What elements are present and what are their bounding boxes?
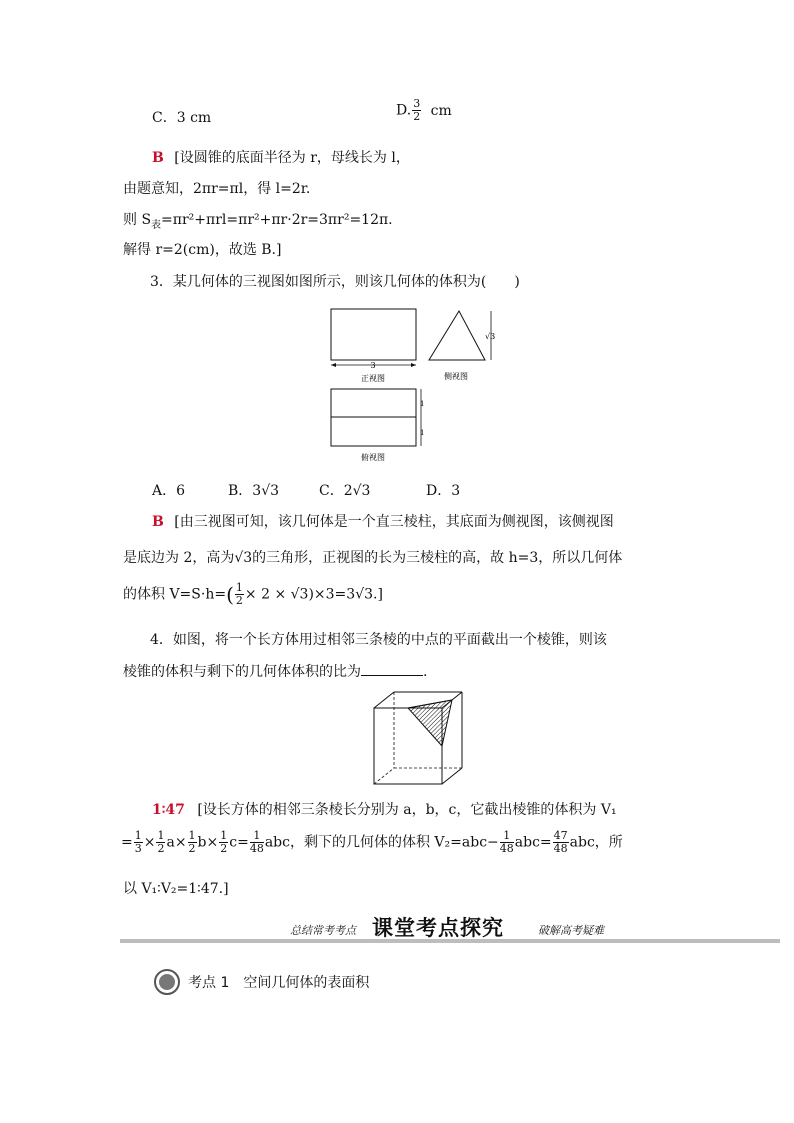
side-view-triangle (429, 311, 485, 360)
text: 棱锥的体积与剩下的几何体体积的比为 (123, 664, 361, 680)
front-label: 正视图 (361, 374, 385, 383)
answer-letter: B (152, 150, 164, 166)
option-c: C．3 cm (152, 110, 212, 126)
q3-option-c: C．2√3 (319, 483, 371, 499)
option-d-fraction (412, 98, 421, 123)
answer-q4-line3: 以 V₁∶V₂=1∶47.] (123, 881, 229, 897)
option-d-label: D. (396, 102, 412, 119)
answer-q3-line2: 是底边为 2，高为√3的三角形，正视图的长为三棱柱的高，故 h=3，所以几何体 (123, 550, 623, 566)
answer-text: [由三视图可知，该几何体是一个直三棱柱，其底面为侧视图，该侧视图 (174, 514, 614, 530)
cuboid-figure (370, 688, 470, 788)
front-dim: 3 (370, 361, 376, 370)
q3-option-d: D．3 (426, 483, 461, 499)
question-3-stem: 3．某几何体的三视图如图所示，则该几何体的体积为( ) (150, 274, 520, 290)
question-4-stem-1: 4．如图，将一个长方体用过相邻三条棱的中点的平面截出一个棱锥，则该 (150, 632, 607, 648)
subscript: 表 (151, 219, 162, 231)
answer-letter: B (152, 514, 164, 530)
top-dim-a: 1 (420, 400, 425, 408)
answer-q4-line1 (152, 800, 617, 820)
text: . (423, 664, 428, 680)
text: 则 S (123, 212, 152, 228)
question-4-stem-2 (123, 661, 427, 682)
option-d (396, 98, 452, 123)
frac-num: 1 (235, 581, 243, 594)
text: =πr²+πrl=πr²+πr·2r=3πr²=12π. (161, 212, 393, 228)
answer-q2-line2: 由题意知，2πr=πl，得 l=2r. (123, 181, 311, 197)
answer-q2-line3 (123, 210, 393, 236)
three-view-figure (325, 305, 515, 465)
answer-q3-line1 (152, 512, 614, 532)
section-left-note: 总结常考考点 (290, 924, 356, 937)
top-label: 俯视图 (361, 453, 385, 462)
q3-option-b: B．3√3 (228, 483, 280, 499)
text: 的体积 V=S·h= (123, 586, 227, 603)
side-dim: √3 (485, 332, 496, 341)
paren-open: ( (226, 582, 234, 607)
answer-text: [设圆锥的底面半径为 r，母线长为 l， (174, 150, 410, 166)
frac-den: 2 (413, 110, 421, 123)
frac-den: 2 (235, 594, 243, 607)
front-view-rect (331, 309, 416, 360)
topic-heading: 考点 1 空间几何体的表面积 (188, 975, 370, 991)
topic-bullet-icon (154, 969, 180, 995)
answer-value: 1∶47 (152, 802, 185, 818)
answer-q4-line2: = $\frac{1}{3}$ × $\frac{1}{2}$ a× $\frac{1}{2}$ b× $\frac{1}{2}$ c= $\frac{1}{48}$ abc，剩下的几何体的体积 V₂=abc− $\frac{1}{48}$ abc= $\frac{47}{48}$ abc，所 (121, 829, 623, 855)
answer-blank (361, 661, 423, 676)
side-label: 侧视图 (444, 372, 468, 381)
frac-num: 3 (413, 97, 421, 110)
answer-q2-line4: 解得 r=2(cm)，故选 B.] (123, 242, 282, 258)
top-dim-b: 1 (420, 429, 425, 437)
option-d-unit: cm (430, 102, 452, 119)
fraction (235, 582, 244, 607)
q3-option-a: A．6 (152, 483, 186, 499)
answer-q3-line3 (123, 582, 383, 607)
answer-text: [设长方体的相邻三条棱长分别为 a，b，c，它截出棱锥的体积为 V₁ (197, 802, 617, 818)
answer-q2-line1 (152, 148, 410, 168)
section-right-note: 破解高考疑难 (538, 924, 604, 937)
section-title: 课堂考点探究 (372, 916, 504, 940)
text: × 2 × √3)×3=3√3.] (244, 586, 383, 603)
